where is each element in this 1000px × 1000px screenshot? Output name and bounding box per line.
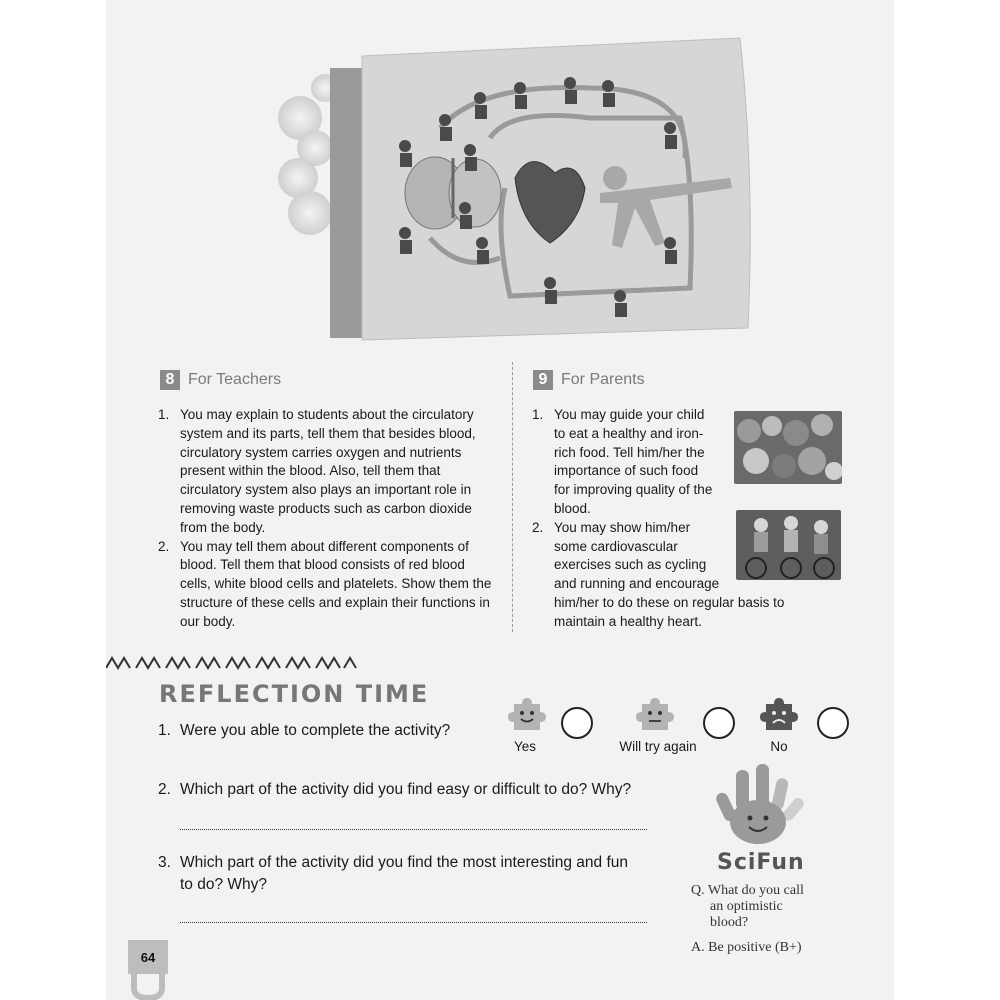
answer-line-3[interactable] bbox=[180, 922, 647, 923]
hand-print-icon bbox=[712, 760, 812, 850]
page-number: 64 bbox=[128, 940, 168, 974]
scifun-answer: A. Be positive (B+) bbox=[691, 940, 802, 955]
healthy-food-photo bbox=[734, 411, 842, 484]
teachers-heading bbox=[160, 370, 281, 390]
happy-puzzle-icon bbox=[508, 698, 546, 732]
will-try-again-checkbox[interactable] bbox=[703, 707, 735, 739]
no-label: No bbox=[770, 739, 788, 754]
sad-puzzle-icon bbox=[760, 698, 798, 732]
cycling-children-photo bbox=[736, 510, 841, 580]
teachers-list bbox=[158, 406, 508, 632]
dashed-divider bbox=[512, 362, 513, 632]
bubbles-decoration bbox=[278, 74, 339, 235]
scifun-title: SciFun bbox=[717, 850, 805, 875]
teachers-title: For Teachers bbox=[188, 371, 282, 388]
list-item: 2. You may tell them about different components of blood. Tell them that blood consists of red blood cells, white blood cells and platelets. Show them the structure of these cells and explain their functions in our body. bbox=[158, 538, 492, 629]
list-item: 1. You may explain to students about the circulatory system and its parts, tell them that besides blood, circulatory system carries oxygen and nutrients present within the blood. Also, tell them that circulatory system also plays an important role in removing waste products such as carbon dioxide from the body. bbox=[158, 407, 476, 535]
teachers-number-badge: 8 bbox=[160, 370, 180, 390]
no-checkbox[interactable] bbox=[817, 707, 849, 739]
list-item: 2. You may show him/her some cardiovascular exercises such as cycling and running and encourage him/her to do these on regular basis to maintain a healthy heart. bbox=[532, 519, 785, 629]
parents-heading bbox=[533, 370, 645, 390]
lungs-icon bbox=[405, 157, 501, 229]
list-item: 1. You may guide your child to eat a healthy and iron- rich food. Tell him/her the importance of such food for improving quality of the blood. bbox=[532, 407, 713, 516]
reflection-question-1: 1. Were you able to complete the activity? bbox=[158, 722, 451, 739]
answer-line-2[interactable] bbox=[180, 829, 647, 830]
will-try-again-label: Will try again bbox=[619, 739, 697, 754]
circulatory-activity-illustration bbox=[270, 28, 760, 348]
parents-title: For Parents bbox=[561, 371, 645, 388]
reflection-question-2: 2. Which part of the activity did you find easy or difficult to do? Why? bbox=[158, 781, 632, 798]
yes-checkbox[interactable] bbox=[561, 707, 593, 739]
reflection-question-3: 3. Which part of the activity did you find the most interesting and fun to do? Why? bbox=[158, 854, 629, 893]
neutral-puzzle-icon bbox=[636, 698, 674, 732]
reflection-time-heading: REFLECTION TIME bbox=[159, 680, 430, 708]
scifun-question: Q. What do you call an optimistic blood? bbox=[691, 883, 804, 930]
parents-number-badge: 9 bbox=[533, 370, 553, 390]
page-badge-hands-icon bbox=[130, 972, 166, 1000]
yes-label: Yes bbox=[513, 739, 537, 754]
zigzag-divider bbox=[106, 656, 358, 670]
